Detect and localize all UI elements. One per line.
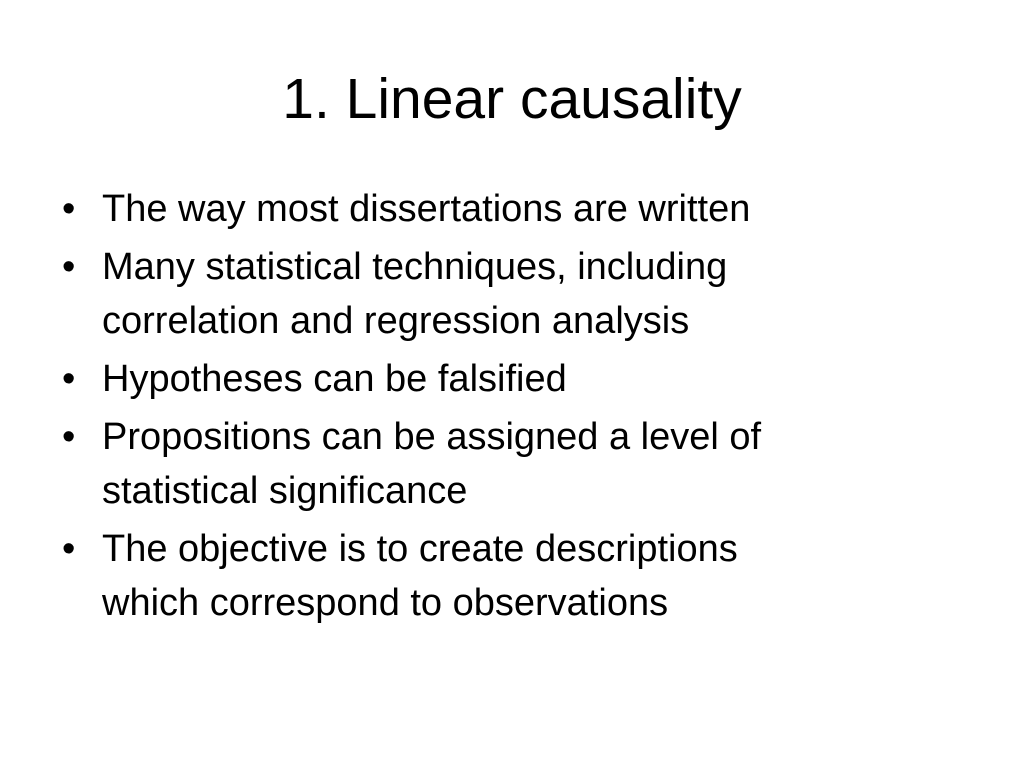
bullet-icon: • (62, 246, 76, 288)
bullet-text: Many statistical techniques, including (102, 246, 728, 288)
slide-title: 1. Linear causality (282, 67, 742, 131)
list-item (62, 182, 962, 236)
bullet-icon: • (62, 358, 76, 400)
bullet-text: Propositions can be assigned a level of (102, 416, 762, 458)
list-item (62, 522, 962, 630)
bullet-icon: • (62, 188, 76, 230)
list-item (62, 352, 962, 406)
bullet-text-continued: correlation and regression analysis (102, 300, 690, 342)
bullet-text: The way most dissertations are written (102, 188, 751, 230)
list-item (62, 240, 962, 348)
bullet-list (62, 182, 962, 634)
bullet-text-continued: statistical significance (102, 470, 468, 512)
bullet-icon: • (62, 528, 76, 570)
list-item (62, 410, 962, 518)
bullet-icon: • (62, 416, 76, 458)
bullet-text-continued: which correspond to observations (102, 582, 669, 624)
bullet-text: The objective is to create descriptions (102, 528, 738, 570)
bullet-text: Hypotheses can be falsified (102, 358, 567, 400)
